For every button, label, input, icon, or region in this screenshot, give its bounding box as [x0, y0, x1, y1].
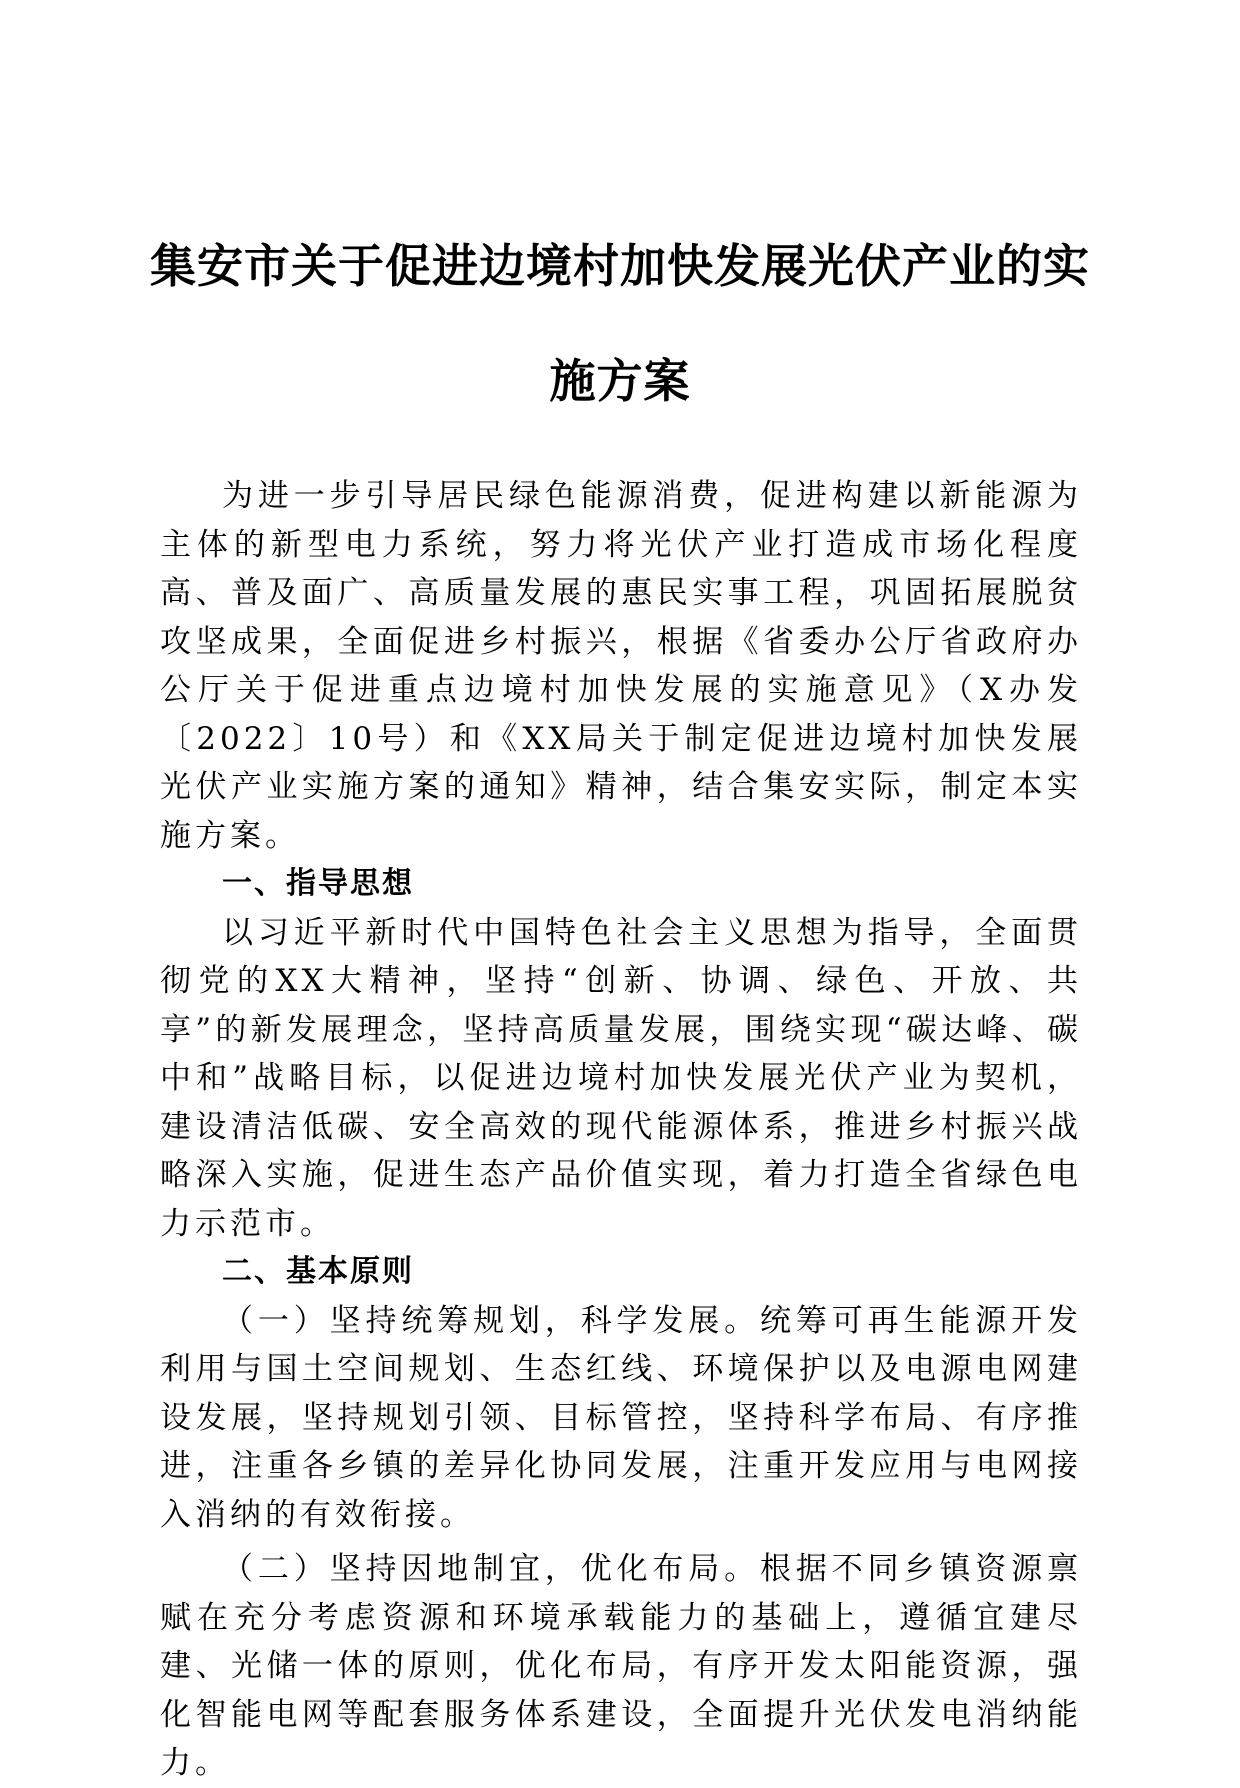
principle-1-paragraph: （一）坚持统筹规划，科学发展。统筹可再生能源开发利用与国土空间规划、生态红线、环境保护以及电源电网建设发展，坚持规划引领、目标管控，坚持科学布局、有序推进，注重各乡镇的差异化协同发展，注重开发应用与电网接入消纳的有效衔接。: [160, 1302, 1082, 1533]
section-heading-guiding-thought: 一、指导思想: [222, 866, 414, 901]
document-title-line-1: 集安市关于促进边境村加快发展光伏产业的实: [150, 239, 1090, 293]
intro-paragraph: 为进一步引导居民绿色能源消费，促进构建以新能源为主体的新型电力系统，努力将光伏产业打造成市场化程度高、普及面广、高质量发展的惠民实事工程，巩固拓展脱贫攻坚成果，全面促进乡村振兴，根据《省委办公厅省政府办公厅关于促进重点边境村加快发展的实施意见》（X办发〔2022〕10号）和《XX局关于制定促进边境村加快发展光伏产业实施方案的通知》精神，结合集安实际，制定本实施方案。: [160, 478, 1082, 854]
section-heading-basic-principles: 二、基本原则: [222, 1254, 414, 1289]
guiding-thought-paragraph: 以习近平新时代中国特色社会主义思想为指导，全面贯彻党的XX大精神，坚持“创新、协调、绿色、开放、共享”的新发展理念，坚持高质量发展，围绕实现“碳达峰、碳中和”战略目标，以促进边境村加快发展光伏产业为契机，建设清洁低碳、安全高效的现代能源体系，推进乡村振兴战略深入实施，促进生态产品价值实现，着力打造全省绿色电力示范市。: [160, 914, 1082, 1242]
document-title-line-2: 施方案: [549, 354, 691, 408]
principle-2-paragraph: （二）坚持因地制宜，优化布局。根据不同乡镇资源禀赋在充分考虑资源和环境承载能力的基础上，遵循宜建尽建、光储一体的原则，优化布局，有序开发太阳能资源，强化智能电网等配套服务体系建设，全面提升光伏发电消纳能力。: [160, 1551, 1082, 1781]
document-body: [160, 472, 1082, 1788]
